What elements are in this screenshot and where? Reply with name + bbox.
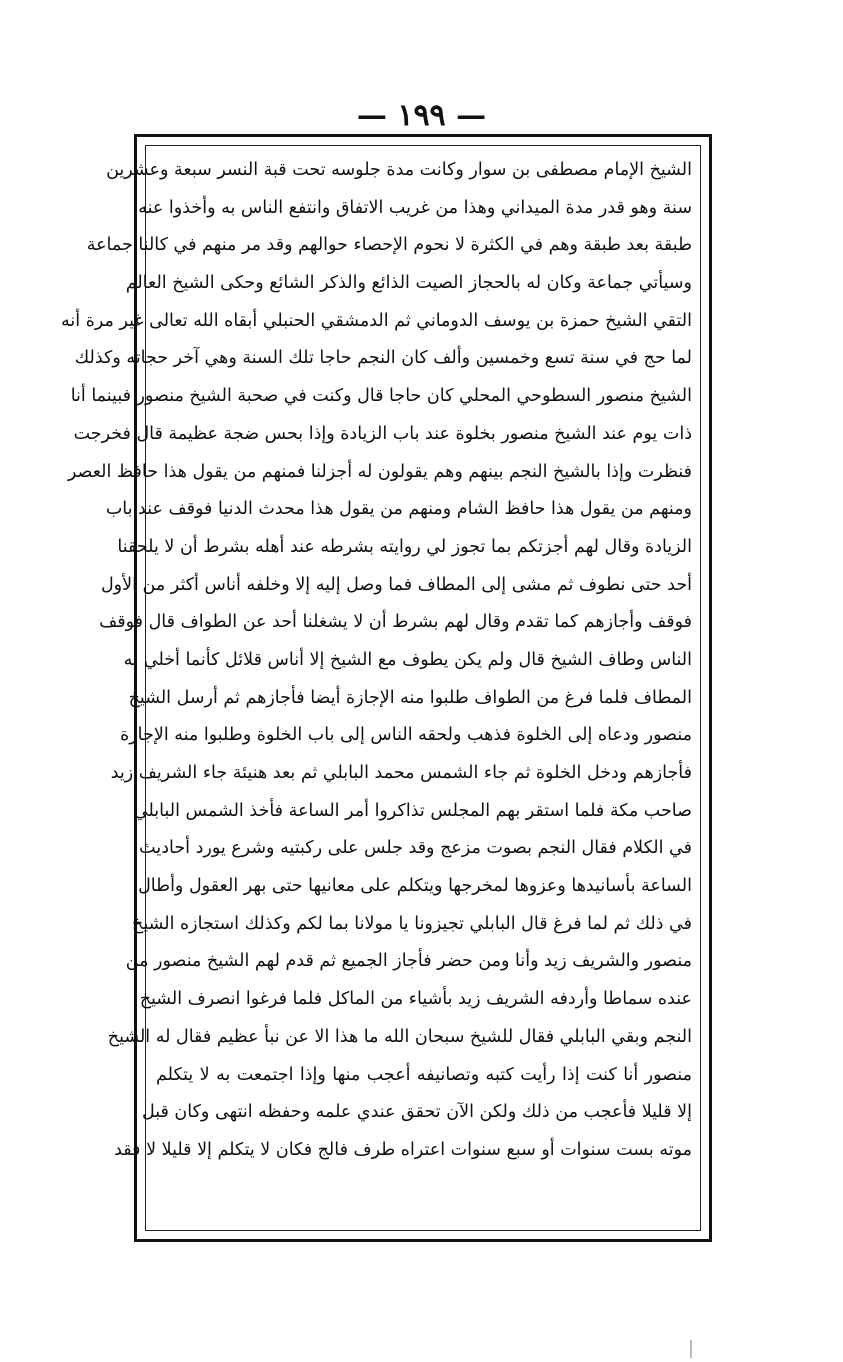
text-line: منصور ودعاه إلى الخلوة فذهب ولحقه الناس إلى باب الخلوة وطلبوا منه الإجازة bbox=[120, 725, 692, 746]
text-line: ومنهم من يقول هذا حافظ الشام ومنهم من يقول هذا محدث الدنيا فوقف عند باب bbox=[105, 499, 692, 520]
text-line: الزيادة وقال لهم أجزتكم بما تجوز لي روايته بشرطه عند أهله بشرط أن لا يلحقنا bbox=[117, 536, 692, 557]
text-line: ذات يوم عند الشيخ منصور بخلوة عند باب الزيادة وإذا بحس ضجة عظيمة قال فخرجت bbox=[73, 423, 692, 444]
text-line: الشيخ منصور السطوحي المحلي كان حاجا قال وكنت في صحبة الشيخ منصور فبينما أنا bbox=[70, 386, 692, 407]
text-line: الساعة بأسانيدها وعزوها لمخرجها ويتكلم على معانيها حتى بهر العقول وأطال bbox=[138, 876, 692, 897]
scan-margin-mark bbox=[690, 1340, 692, 1358]
text-line: أحد حتى نطوف ثم مشى إلى المطاف فما وصل إليه إلا وخلفه أناس أكثر من الأول bbox=[100, 574, 692, 595]
text-line: إلا قليلا فأعجب من ذلك ولكن الآن تحقق عندي علمه وحفظه انتهى وكان قبل bbox=[141, 1102, 692, 1123]
text-line: فوقف وأجازهم كما تقدم وقال لهم بشرط أن لا يشغلنا أحد عن الطواف قال فوقف bbox=[99, 612, 692, 633]
text-line: منصور والشريف زيد وأنا ومن حضر فأجاز الجميع ثم قدم لهم الشيخ منصور من bbox=[125, 951, 692, 972]
text-line: صاحب مكة فلما استقر بهم المجلس تذاكروا أمر الساعة فأخذ الشمس البابلي bbox=[133, 800, 692, 821]
text-line: فنظرت وإذا بالشيخ النجم بينهم وهم يقولون له أجزلنا فمنهم من يقول هذا حافظ العصر bbox=[67, 461, 692, 482]
text-line: في الكلام فقال النجم بصوت مزعج وقد جلس على ركبتيه وشرع يورد أحاديث bbox=[139, 838, 692, 859]
text-line: النجم وبقي البابلي فقال للشيخ سبحان الله ما هذا الا عن نبأ عظيم فقال له الشيخ bbox=[107, 1026, 692, 1047]
body-text bbox=[61, 152, 692, 1170]
text-line: وسيأتي جماعة وكان له بالحجاز الصيت الذائع والذكر الشائع وحكى الشيخ العالم bbox=[125, 273, 692, 294]
text-line: سنة وهو قدر مدة الميداني وهذا من غريب الاتفاق وانتفع الناس به وأخذوا عنه bbox=[138, 197, 692, 218]
text-line: في ذلك ثم لما فرغ قال البابلي تجيزونا يا مولانا بما لكم وكذلك استجازه الشيخ bbox=[132, 913, 692, 934]
text-line: منصور أنا كنت إذا رأيت كتبه وتصانيفه أعجب منها وإذا اجتمعت به لا يتكلم bbox=[156, 1064, 692, 1085]
text-line: التقي الشيخ حمزة بن يوسف الدوماني ثم الدمشقي الحنبلي أبقاه الله تعالى غير مرة أنه bbox=[61, 310, 692, 331]
text-line: المطاف فلما فرغ من الطواف طلبوا منه الإجازة أيضا فأجازهم ثم أرسل الشيخ bbox=[128, 687, 692, 708]
text-line: الشيخ الإمام مصطفى بن سوار وكانت مدة جلوسه تحت قبة النسر سبعة وعشرين bbox=[106, 160, 692, 180]
text-line: لما حج في سنة تسع وخمسين وألف كان النجم حاجا تلك السنة وهي آخر حجاته وكذلك bbox=[74, 348, 692, 369]
text-line: عنده سماطا وأردفه الشريف زيد بأشياء من الماكل فلما فرغوا انصرف الشيخ bbox=[139, 989, 692, 1010]
page-number: — ١٩٩ — bbox=[356, 98, 487, 133]
text-line: طبقة بعد طبقة وهم في الكثرة لا نحوم الإحصاء حوالهم وقد مر منهم في كالنا جماعة bbox=[86, 235, 692, 256]
text-line: الناس وطاف الشيخ قال ولم يكن يطوف مع الشيخ إلا أناس قلائل كأنما أخلي له bbox=[123, 649, 692, 670]
text-line: فأجازهم ودخل الخلوة ثم جاء الشمس محمد البابلي ثم بعد هنيئة جاء الشريف زيد bbox=[110, 763, 692, 783]
text-line: موته بست سنوات أو سبع سنوات اعتراه طرف فالج فكان لا يتكلم إلا قليلا لا فقد bbox=[114, 1139, 692, 1160]
